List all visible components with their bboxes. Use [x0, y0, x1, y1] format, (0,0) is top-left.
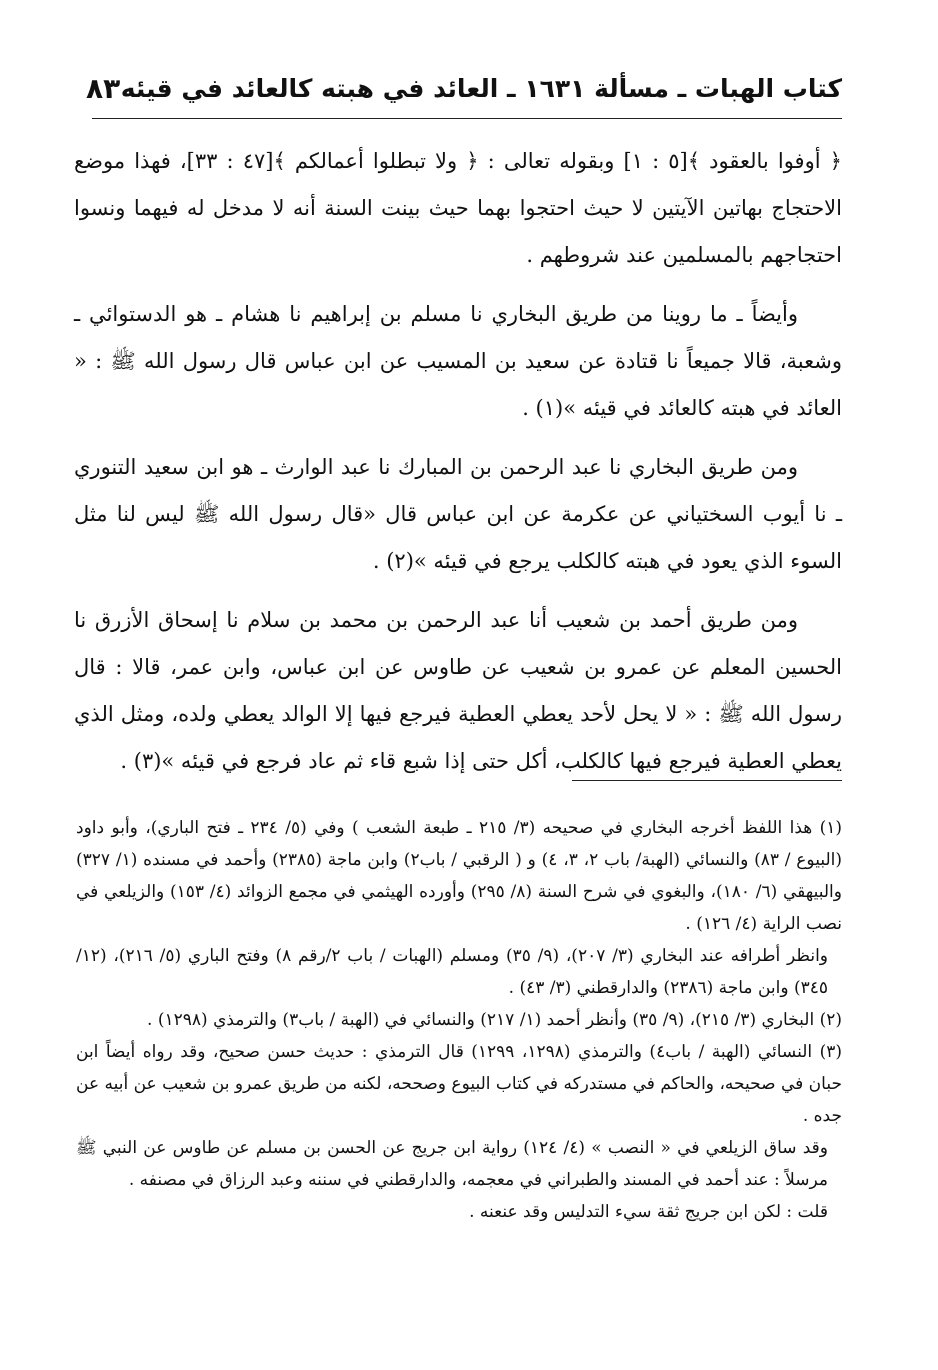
footnote-3: (٣) النسائي (الهبة / باب٤) والترمذي (١٢٩٨، ١٢٩٩) قال الترمذي : حديث حسن صحيح، وقد رواه أيضاً ابن حبان في صحيحه، والحاكم في مستدركه في كتاب البيوع وصححه، لكنه من طريق عمرو بن شعيب عن أبيه عن جده .: [76, 1042, 842, 1126]
paragraph-4: ومن طريق أحمد بن شعيب أنا عبد الرحمن بن محمد بن سلام نا إسحاق الأزرق نا الحسين المعلم عن عمرو بن شعيب عن طاوس عن ابن عباس، وابن عمر، قالا : قال رسول الله ﷺ : « لا يحل لأحد يعطي العطية فيرجع فيها إلا الوالد يعطي ولده، ومثل الذي يعطي العطية فيرجع فيها كالكلب، أكل حتى إذا شبع قاء ثم عاد فرجع في قيئه »(٣) .: [74, 608, 842, 773]
footnote-2: (٢) البخاري (٣/ ٢١٥)، (٩/ ٣٥) وأنظر أحمد (١/ ٢١٧) والنسائي في (الهبة / باب٣) والترمذي (١٢٩٨) .: [147, 1010, 842, 1030]
header-rule: [92, 118, 842, 119]
page-number: ٨٣: [86, 72, 121, 105]
paragraph-2: وأيضاً ـ ما روينا من طريق البخاري نا مسلم بن إبراهيم نا هشام ـ هو الدستوائي ـ وشعبة، قالا جميعاً نا قتادة عن سعيد بن المسيب عن ابن عباس قال رسول الله ﷺ : « العائد في هبته كالعائد في قيئه »(١) .: [74, 302, 842, 420]
main-text: [74, 138, 842, 797]
footnote-rule: [572, 780, 842, 781]
footnote-3-remark: قلت : لكن ابن جريج ثقة سيء التدليس وقد عنعنه .: [469, 1202, 828, 1222]
footnote-3-continuation: وقد ساق الزيلعي في « النصب » (٤/ ١٢٤) رواية ابن جريج عن الحسن بن مسلم عن طاوس عن النبي ﷺ مرسلاً : عند أحمد في المسند والطبراني في معجمه، والدارقطني في سننه وعبد الرزاق في مصنفه .: [76, 1138, 828, 1190]
footnote-1: (١) هذا اللفظ أخرجه البخاري في صحيحه (٣/ ٢١٥ ـ طبعة الشعب ) وفي (٥/ ٢٣٤ ـ فتح الباري)، وأبو داود (البيوع / ٨٣) والنسائي (الهبة/ باب ٢، ٣، ٤) و ( الرقبي / باب٢) وابن ماجة (٢٣٨٥) وأحمد في مسنده (١/ ٣٢٧) والبيهقي (٦/ ١٨٠)، والبغوي في شرح السنة (٨/ ٢٩٥) وأورده الهيثمي في مجمع الزوائد (٤/ ١٥٣) والزيلعي في نصب الراية (٤/ ١٢٦) .: [76, 818, 842, 934]
paragraph-1: ﴿ أوفوا بالعقود ﴾[٥ : ١] وبقوله تعالى : ﴿ ولا تبطلوا أعمالكم ﴾[٤٧ : ٣٣]، فهذا موضع الاحتجاج بهاتين الآيتين لا حيث احتجوا بهما حيث بينت السنة أنه لا مدخل له فيهما ونسوا احتجاجهم بالمسلمين عند شروطهم .: [74, 149, 842, 267]
page-header: [82, 66, 842, 118]
footnote-1-continuation: وانظر أطرافه عند البخاري (٣/ ٢٠٧)، (٩/ ٣٥) ومسلم (الهبات / باب ٢/رقم ٨) وفتح الباري (٥/ ٢١٦)، (١٢/ ٣٤٥) وابن ماجة (٢٣٨٦) والدارقطني (٣/ ٤٣) .: [76, 946, 828, 998]
footnotes: [76, 812, 842, 1228]
running-head: كتاب الهبات ـ مسألة ١٦٣١ ـ العائد في هبته كالعائد في قيئه: [120, 74, 842, 103]
paragraph-3: ومن طريق البخاري نا عبد الرحمن بن المبارك نا عبد الوارث ـ هو ابن سعيد التنوري ـ نا أيوب السختياني عن عكرمة عن ابن عباس قال «قال رسول الله ﷺ ليس لنا مثل السوء الذي يعود في هبته كالكلب يرجع في قيئه »(٢) .: [74, 455, 842, 573]
